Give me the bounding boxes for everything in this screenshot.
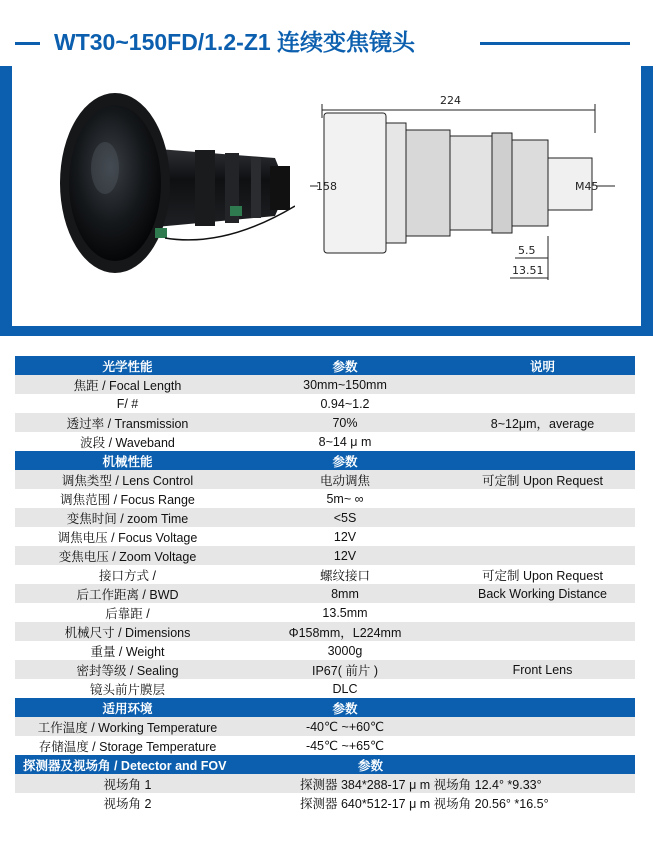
param-name: 波段 / Waveband [15, 432, 240, 451]
param-name: 调焦范围 / Focus Range [15, 489, 240, 508]
table-row [15, 774, 635, 793]
param-note [450, 679, 635, 698]
header-cell: 适用环境 [15, 698, 240, 717]
table-row [15, 736, 635, 755]
param-note [450, 717, 635, 736]
param-name: 重量 / Weight [15, 641, 240, 660]
table-row [15, 565, 635, 584]
param-name: 后靠距 / [15, 603, 240, 622]
param-name: 密封等级 / Sealing [15, 660, 240, 679]
param-value: 电动调焦 [240, 470, 450, 489]
param-name: 接口方式 / [15, 565, 240, 584]
header-cell [450, 451, 635, 470]
title-rule-left [15, 42, 40, 45]
param-value: 螺纹接口 [240, 565, 450, 584]
param-value: 12V [240, 527, 450, 546]
table-row [15, 793, 635, 812]
title-bar [0, 0, 653, 66]
table-row [15, 717, 635, 736]
table-row [15, 432, 635, 451]
param-note [450, 394, 635, 413]
header-cell: 说明 [450, 356, 635, 375]
table-row [15, 679, 635, 698]
param-name: 变焦电压 / Zoom Voltage [15, 546, 240, 565]
param-note [450, 375, 635, 394]
dim-mount-label: M45 [575, 180, 599, 193]
dim-length-label: 224 [440, 94, 461, 107]
param-note: Front Lens [450, 660, 635, 679]
param-value: 8mm [240, 584, 450, 603]
param-value: 12V [240, 546, 450, 565]
header-cell: 机械性能 [15, 451, 240, 470]
param-name: 视场角 1 [15, 774, 240, 793]
spec-table [15, 356, 635, 812]
table-row [15, 413, 635, 432]
title-rule-right [480, 42, 630, 45]
param-note [450, 546, 635, 565]
param-note [450, 508, 635, 527]
param-name: 调焦类型 / Lens Control [15, 470, 240, 489]
table-row [15, 641, 635, 660]
param-value: 3000g [240, 641, 450, 660]
dim-diameter-label: 158 [316, 180, 337, 193]
param-name: 机械尺寸 / Dimensions [15, 622, 240, 641]
table-row [15, 508, 635, 527]
param-value: 0.94~1.2 [240, 394, 450, 413]
param-note [450, 641, 635, 660]
param-value: 70% [240, 413, 450, 432]
param-name: 存储温度 / Storage Temperature [15, 736, 240, 755]
param-value: 30mm~150mm [240, 375, 450, 394]
dim-b-label: 13.51 [512, 264, 544, 277]
param-name: 变焦时间 / zoom Time [15, 508, 240, 527]
header-cell: 参数 [240, 698, 450, 717]
param-name: 视场角 2 [15, 793, 240, 812]
header-cell: 参数 [240, 755, 635, 774]
table-row [15, 527, 635, 546]
param-value: 5m~ ∞ [240, 489, 450, 508]
param-value: Φ158mm，L224mm [240, 622, 450, 641]
header-cell: 参数 [240, 356, 450, 375]
lens-photo [55, 88, 295, 278]
frame-left [0, 66, 12, 336]
param-name: 调焦电压 / Focus Voltage [15, 527, 240, 546]
section-header-mechanical [15, 451, 635, 470]
header-cell: 光学性能 [15, 356, 240, 375]
param-note: 可定制 Upon Request [450, 565, 635, 584]
section-header-environment [15, 698, 635, 717]
table-row [15, 660, 635, 679]
param-name: 工作温度 / Working Temperature [15, 717, 240, 736]
frame-bottom [0, 326, 653, 336]
param-note: Back Working Distance [450, 584, 635, 603]
page-title: WT30~150FD/1.2-Z1 连续变焦镜头 [54, 29, 416, 55]
table-row [15, 375, 635, 394]
table-row [15, 489, 635, 508]
param-value: 13.5mm [240, 603, 450, 622]
param-note: 8~12μm，average [450, 413, 635, 432]
param-value: 8~14 μ m [240, 432, 450, 451]
param-note [450, 622, 635, 641]
dim-a-label: 5.5 [518, 244, 536, 257]
section-header-detector [15, 755, 635, 774]
header-cell: 参数 [240, 451, 450, 470]
section-header-optical [15, 356, 635, 375]
param-value: 探测器 384*288-17 μ m 视场角 12.4° *9.33° [240, 774, 635, 793]
param-value: <5S [240, 508, 450, 527]
header-cell [450, 698, 635, 717]
param-value: 探测器 640*512-17 μ m 视场角 20.56° *16.5° [240, 793, 635, 812]
header-cell: 探测器及视场角 / Detector and FOV [15, 755, 240, 774]
param-value: IP67( 前片 ) [240, 660, 450, 679]
table-row [15, 546, 635, 565]
param-note [450, 527, 635, 546]
param-name: F/ # [15, 394, 240, 413]
table-row [15, 603, 635, 622]
param-value: -40℃ ~+60℃ [240, 717, 450, 736]
frame-right [641, 66, 653, 336]
table-row [15, 584, 635, 603]
table-row [15, 470, 635, 489]
param-name: 镜头前片膜层 [15, 679, 240, 698]
param-note [450, 736, 635, 755]
param-name: 焦距 / Focal Length [15, 375, 240, 394]
param-note [450, 603, 635, 622]
param-value: -45℃ ~+65℃ [240, 736, 450, 755]
param-note [450, 432, 635, 451]
param-note [450, 489, 635, 508]
param-value: DLC [240, 679, 450, 698]
table-row [15, 622, 635, 641]
param-note: 可定制 Upon Request [450, 470, 635, 489]
table-row [15, 394, 635, 413]
param-name: 透过率 / Transmission [15, 413, 240, 432]
dimension-drawing [300, 88, 630, 288]
param-name: 后工作距离 / BWD [15, 584, 240, 603]
